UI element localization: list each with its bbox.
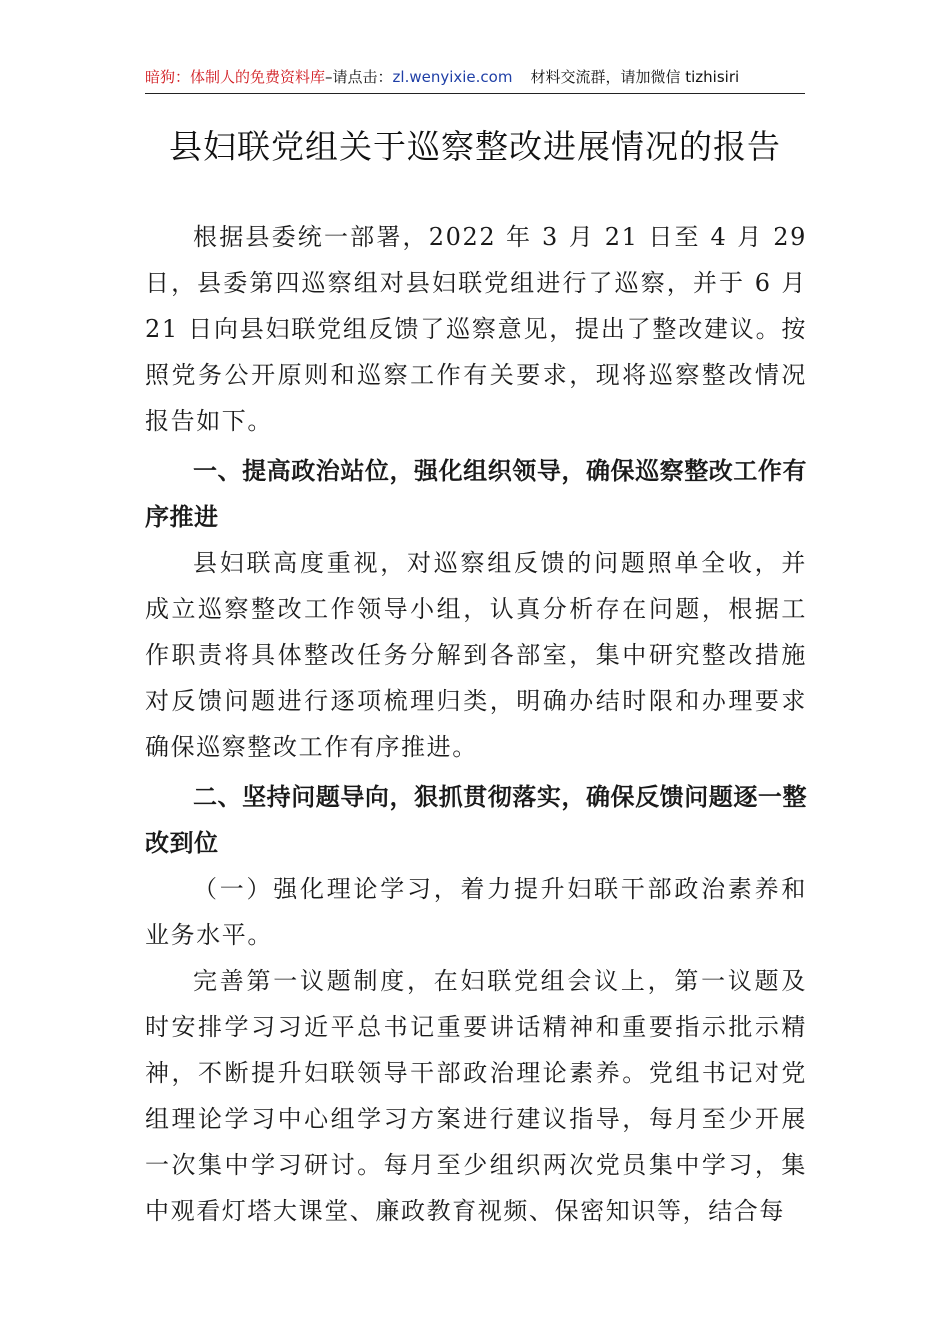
document-body: [145, 214, 807, 1234]
header-site-name: 暗狗：体制人的免费资料库: [145, 68, 326, 86]
header-prompt: –请点击：: [325, 68, 393, 86]
document-title: 县妇联党组关于巡察整改进展情况的报告: [169, 127, 781, 166]
watermark-header: [145, 66, 805, 88]
header-divider: [145, 93, 805, 94]
subsection-1-paragraph: 完善第一议题制度，在妇联党组会议上，第一议题及时安排学习习近平总书记重要讲话精神和重要指示批示精神，不断提升妇联领导干部政治理论素养。党组书记对党组理论学习中心组学习方案进行建议指导，每月至少开展一次集中学习研讨。每月至少组织两次党员集中学习，集中观看灯塔大课堂、廉政教育视频、保密知识等，结合每: [145, 967, 807, 1225]
section-1-paragraph: 县妇联高度重视，对巡察组反馈的问题照单全收，并成立巡察整改工作领导小组，认真分析存在问题，根据工作职责将具体整改任务分解到各部室，集中研究整改措施对反馈问题进行逐项梳理归类，明确办结时限和办理要求确保巡察整改工作有序推进。: [145, 549, 807, 761]
subsection-1-heading: （一）强化理论学习，着力提升妇联干部政治素养和业务水平。: [145, 875, 807, 949]
section-2-heading: 二、坚持问题导向，狠抓贯彻落实，确保反馈问题逐一整改到位: [145, 783, 807, 857]
header-link[interactable]: zl.wenyixie.com: [392, 68, 513, 86]
header-wechat-note: 材料交流群，请加微信 tizhisiri: [530, 68, 740, 86]
intro-paragraph: 根据县委统一部署，2022 年 3 月 21 日至 4 月 29 日，县委第四巡察组对县妇联党组进行了巡察，并于 6 月 21 日向县妇联党组反馈了巡察意见，提出了整改建议。按照党务公开原则和巡察工作有关要求，现将巡察整改情况报告如下。: [145, 223, 807, 435]
section-1-heading: 一、提高政治站位，强化组织领导，确保巡察整改工作有序推进: [145, 457, 807, 531]
